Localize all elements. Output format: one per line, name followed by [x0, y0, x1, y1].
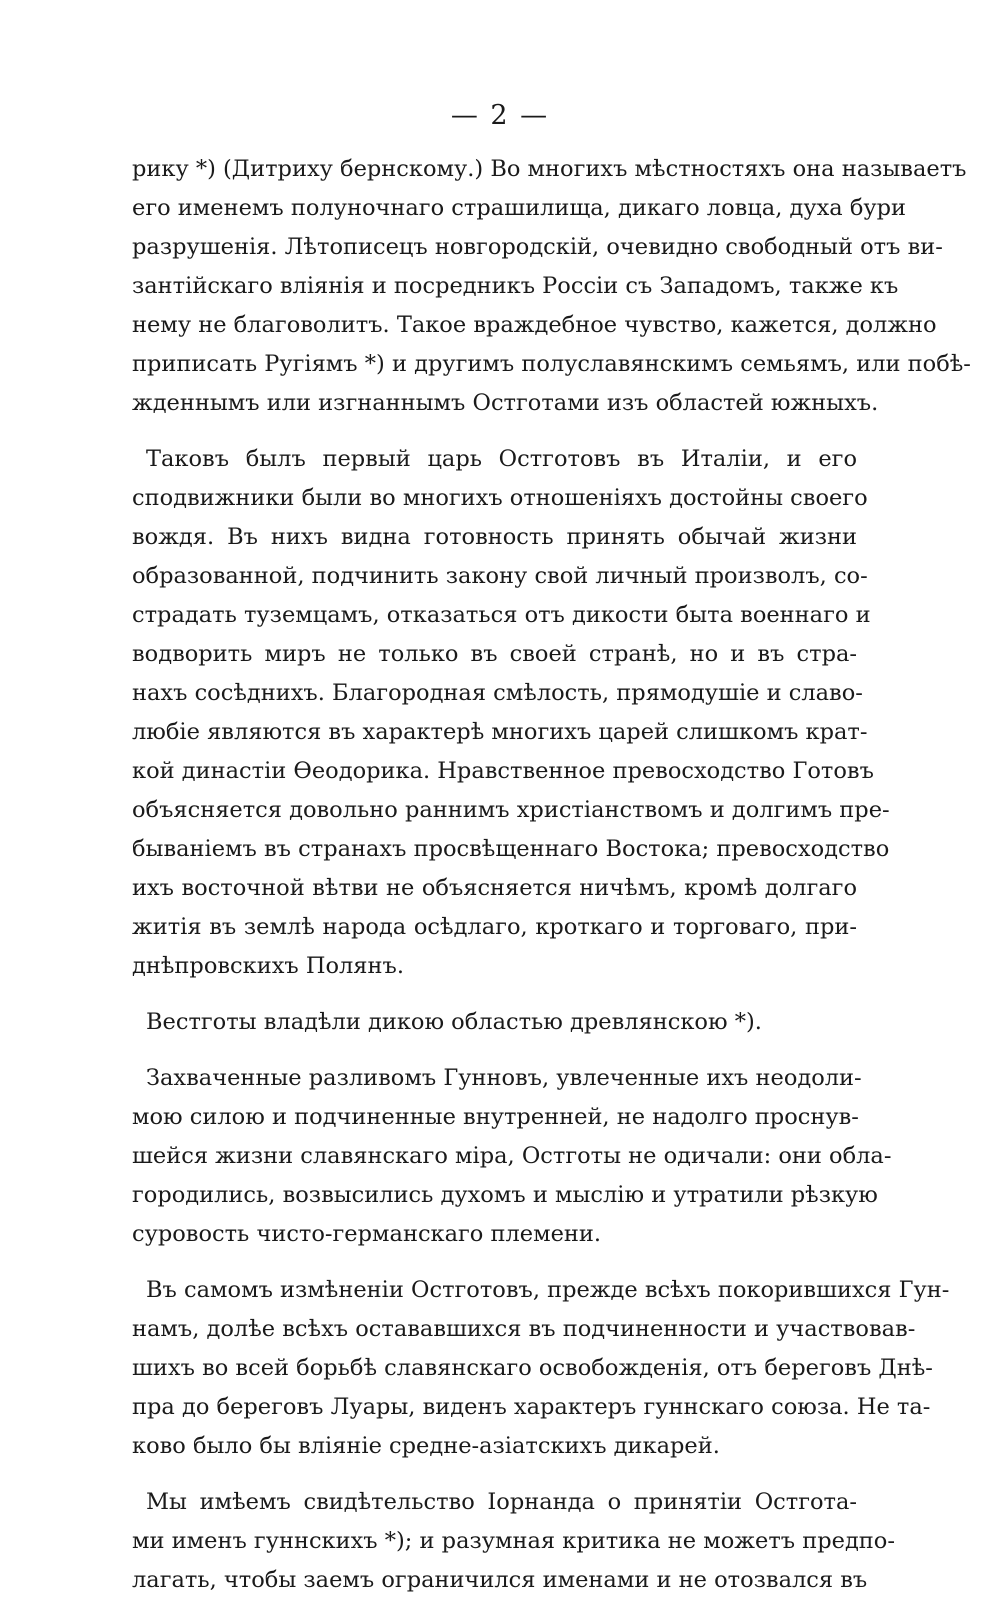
paragraph	[132, 1271, 950, 1466]
text-line: его именемъ полуночнаго страшилища, дикаго ловца, духа бури	[132, 195, 907, 221]
text-line: приписать Ругіямъ *) и другимъ полуславянскимъ семьямъ, или побѣ-	[132, 351, 971, 377]
text-line: Вестготы владѣли дикою областью древлянскою *).	[146, 1009, 762, 1035]
page-number: — 2 —	[450, 100, 550, 131]
text-line: нахъ сосѣднихъ. Благородная смѣлость, прямодушіе и славо-	[132, 680, 863, 706]
text-line: житія въ землѣ народа осѣдлаго, кроткаго и торговаго, при-	[132, 914, 857, 940]
text-line: страдать туземцамъ, отказаться отъ дикости быта военнаго и	[132, 602, 871, 628]
text-line: лагать, чтобы заемъ ограничился именами и не отозвался въ	[132, 1567, 868, 1593]
text-line: намъ, долѣе всѣхъ остававшихся въ подчиненности и участвовав-	[132, 1316, 916, 1342]
paragraph	[132, 1003, 857, 1042]
text-line: кой династіи Ѳеодорика. Нравственное превосходство Готовъ	[132, 758, 874, 784]
text-line: сподвижники были во многихъ отношеніяхъ достойны своего	[132, 485, 868, 511]
text-line: Таковъ былъ первый царь Остготовъ въ Италіи, и его	[146, 446, 857, 472]
text-line: ми именъ гуннскихъ *); и разумная критика не можетъ предпо-	[132, 1528, 895, 1554]
text-line: нему не благоволитъ. Такое враждебное чувство, кажется, должно	[132, 312, 937, 338]
text-line: Захваченные разливомъ Гунновъ, увлеченные ихъ неодоли-	[146, 1065, 862, 1091]
text-line: суровость чисто-германскаго племени.	[132, 1221, 602, 1247]
text-line: объясняется довольно раннимъ христіанствомъ и долгимъ пре-	[132, 797, 890, 823]
text-line: Мы имѣемъ свидѣтельство Іорнанда о принятіи Остгота-	[146, 1489, 857, 1515]
text-line: вождя. Въ нихъ видна готовность принять обычай жизни	[132, 524, 857, 550]
text-line: шихъ во всей борьбѣ славянскаго освобожденія, отъ береговъ Днѣ-	[132, 1355, 933, 1381]
text-line: жденнымъ или изгнаннымъ Остготами изъ областей южныхъ.	[132, 390, 879, 416]
text-line: мою силою и подчиненные внутренней, не надолго проснув-	[132, 1104, 859, 1130]
text-line: шейся жизни славянскаго міра, Остготы не одичали: они обла-	[132, 1143, 892, 1169]
text-line: разрушенія. Лѣтописецъ новгородскій, очевидно свободный отъ ви-	[132, 234, 943, 260]
text-line: городились, возвысились духомъ и мыслію и утратили рѣзкую	[132, 1182, 878, 1208]
text-line: любіе являются въ характерѣ многихъ царей слишкомъ крат-	[132, 719, 868, 745]
text-line: зантійскаго вліянія и посредникъ Россіи съ Западомъ, также къ	[132, 273, 899, 299]
text-line: водворить миръ не только въ своей странѣ, но и въ стра-	[132, 641, 857, 667]
text-line: образованной, подчинить закону свой личный произволъ, со-	[132, 563, 868, 589]
text-line: быванiемъ въ странахъ просвѣщеннаго Востока; превосходство	[132, 836, 890, 862]
text-line: пра до береговъ Луары, виденъ характеръ гуннскаго союза. Не та-	[132, 1394, 931, 1420]
text-line: Въ самомъ измѣненіи Остготовъ, прежде всѣхъ покорившихся Гун-	[146, 1277, 950, 1303]
text-line: рику *) (Дитриху бернскому.) Во многихъ мѣстностяхъ она называетъ	[132, 156, 967, 182]
paragraph	[132, 1483, 895, 1600]
text-line: днѣпровскихъ Полянъ.	[132, 953, 404, 979]
paragraph	[132, 440, 890, 986]
paragraph	[132, 150, 971, 423]
text-body	[132, 150, 971, 1617]
text-line: ково было бы вліяніе средне-азіатскихъ дикарей.	[132, 1433, 720, 1459]
text-line: ихъ восточной вѣтви не объясняется ничѣмъ, кромѣ долгаго	[132, 875, 857, 901]
paragraph	[132, 1059, 892, 1254]
